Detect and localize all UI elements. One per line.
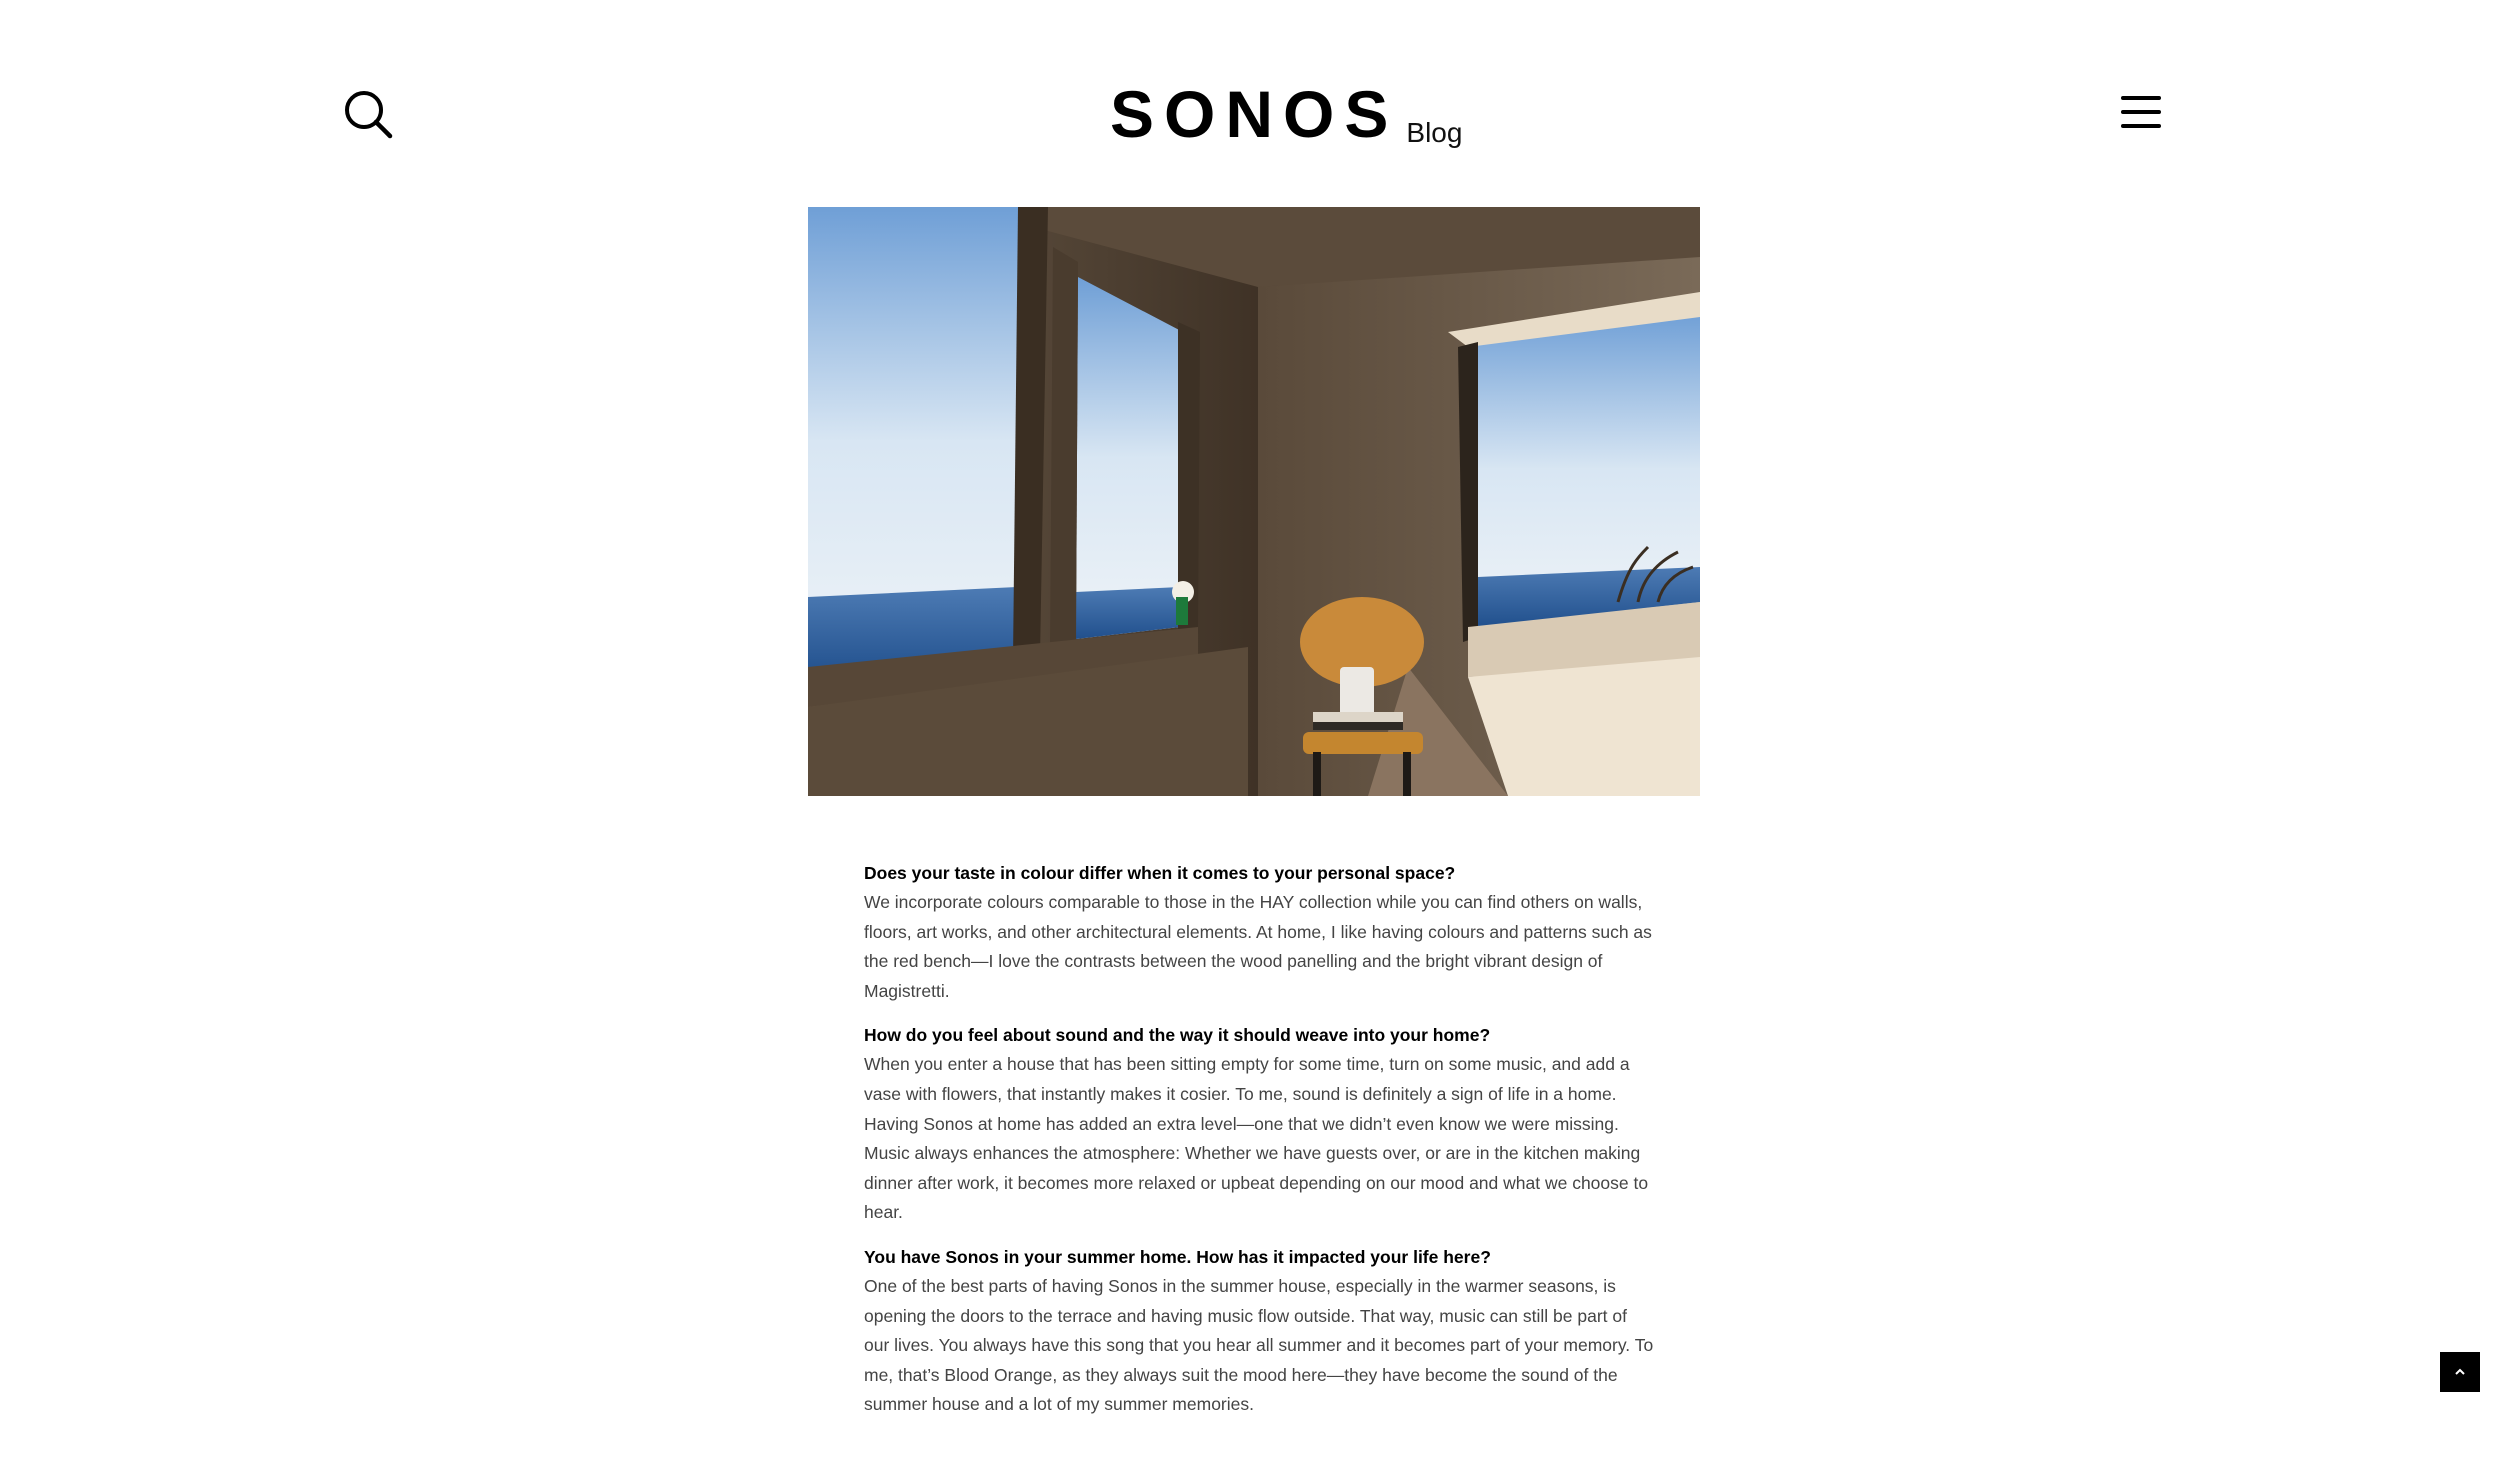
search-icon (338, 84, 398, 144)
question-heading: Does your taste in colour differ when it comes to your personal space? (864, 863, 1456, 883)
menu-button[interactable] (2118, 92, 2164, 132)
hero-image (808, 207, 1700, 796)
answer-paragraph: We incorporate colours comparable to those in the HAY collection while you can find others on walls, floors, art works, and other architectural elements. At home, I like having colours and patterns such as the red bench—I love the contrasts between the wood panelling and the bright vibrant design of Magistretti. (864, 892, 1652, 1001)
logo-wordmark: SONOS (1110, 77, 1399, 151)
hamburger-line (2121, 110, 2161, 114)
qa-section (864, 1242, 1654, 1420)
chevron-up-icon (2453, 1367, 2467, 1377)
answer-paragraph: One of the best parts of having Sonos in the summer house, especially in the warmer seasons, is opening the doors to the terrace and having music flow outside. That way, music can still be part of our lives. You always have this song that you hear all summer and it becomes part of your memory. To me, that’s Blood Orange, as they always suit the mood here—they have become the sound of the summer house and a lot of my summer memories. (864, 1275, 1654, 1415)
brand-logo[interactable] (1110, 74, 1463, 151)
question-heading: You have Sonos in your summer home. How has it impacted your life here? (864, 1246, 1491, 1267)
qa-section (864, 1020, 1654, 1228)
back-to-top-button[interactable] (2440, 1352, 2480, 1392)
hamburger-line (2121, 124, 2161, 128)
logo-subtitle: Blog (1406, 117, 1463, 148)
question-heading: How do you feel about sound and the way it should weave into your home? (864, 1025, 1491, 1046)
room-with-windows-and-chair-photo (808, 207, 1700, 796)
qa-section (864, 858, 1654, 1006)
answer-paragraph: When you enter a house that has been sitting empty for some time, turn on some music, and add a vase with flowers, that instantly makes it cosier. To me, sound is definitely a sign of life in a home. Having Sonos at home has added an extra level—one that we didn’t even know we were missing. Music always enhances the atmosphere: Whether we have guests over, or are in the kitchen making dinner after work, it becomes more relaxed or upbeat depending on our mood and what we choose to hear. (864, 1054, 1649, 1223)
hamburger-menu-icon (2121, 96, 2161, 100)
search-button[interactable] (338, 84, 398, 144)
site-header (0, 0, 2500, 200)
article-body (864, 858, 1654, 1434)
